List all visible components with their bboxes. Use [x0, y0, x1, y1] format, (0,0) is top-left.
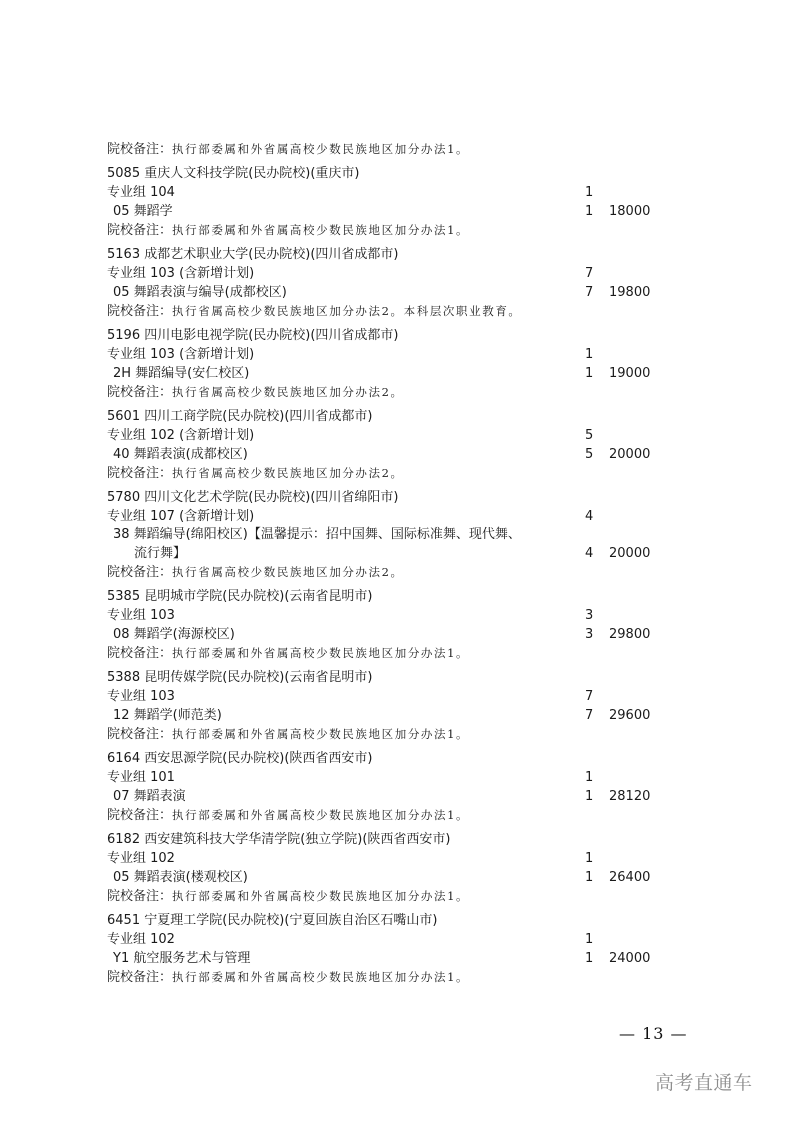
institution-block: [107, 245, 667, 321]
group-plan-count: 5: [585, 428, 594, 443]
page-number: — 13 —: [619, 1024, 688, 1043]
group-plan-count: 7: [585, 689, 594, 704]
institution-header: 6182 西安建筑科技大学华清学院(独立学院)(陕西省西安市): [107, 832, 451, 847]
institution-header: 6451 宁夏理工学院(民办院校)(宁夏回族自治区石嘴山市): [107, 913, 438, 928]
major-group-label: 专业组 102: [107, 851, 175, 866]
note-text: 执行部委属和外省属高校少数民族地区加分办法1。: [172, 727, 470, 741]
note-text: 执行部委属和外省属高校少数民族地区加分办法1。: [172, 646, 470, 660]
major-name: 05 舞蹈学: [113, 204, 173, 219]
institution-note: [107, 464, 667, 483]
institution-note: [107, 563, 667, 582]
major-row-continuation: [107, 544, 667, 563]
major-name: 08 舞蹈学(海源校区): [113, 627, 235, 642]
major-plan-count: 1: [585, 789, 594, 804]
institution-note: [107, 644, 667, 663]
group-plan-count: 1: [585, 851, 594, 866]
major-name: 12 舞蹈学(师范类): [113, 708, 222, 723]
note-label: 院校备注：: [107, 646, 173, 661]
major-name: 07 舞蹈表演: [113, 789, 186, 804]
institution-header: 5085 重庆人文科技学院(民办院校)(重庆市): [107, 166, 360, 181]
note-text: 执行省属高校少数民族地区加分办法2。: [172, 466, 404, 480]
note-label: 院校备注：: [107, 889, 173, 904]
major-name: 05 舞蹈表演(楼观校区): [113, 870, 248, 885]
major-group-label: 专业组 107 (含新增计划): [107, 509, 255, 524]
institution-note: [107, 887, 667, 906]
institution-note: [107, 302, 667, 321]
major-name: Y1 航空服务艺术与管理: [113, 951, 251, 966]
group-plan-count: 7: [585, 266, 594, 281]
major-plan-count: 3: [585, 627, 594, 642]
major-plan-count: 7: [585, 285, 594, 300]
note-label: 院校备注：: [107, 808, 173, 823]
major-tuition: 24000: [609, 951, 651, 966]
major-tuition: 20000: [609, 546, 651, 561]
major-group-row: [107, 930, 667, 949]
major-row: [107, 706, 667, 725]
major-group-row: [107, 687, 667, 706]
institution-block: [107, 587, 667, 663]
major-group-label: 专业组 103: [107, 689, 175, 704]
major-row: [107, 364, 667, 383]
major-tuition: 28120: [609, 789, 651, 804]
major-plan-count: 1: [585, 951, 594, 966]
institution-block: [107, 830, 667, 906]
note-text: 执行部委属和外省属高校少数民族地区加分办法1。: [172, 970, 470, 984]
note-text: 执行省属高校少数民族地区加分办法2。: [172, 565, 404, 579]
note-label: 院校备注：: [107, 970, 173, 985]
major-tuition: 26400: [609, 870, 651, 885]
institution-header: 5388 昆明传媒学院(民办院校)(云南省昆明市): [107, 670, 373, 685]
major-group-label: 专业组 103 (含新增计划): [107, 347, 255, 362]
note-text: 执行部委属和外省属高校少数民族地区加分办法1。: [172, 223, 470, 237]
major-group-label: 专业组 101: [107, 770, 175, 785]
institution-header: 5780 四川文化艺术学院(民办院校)(四川省绵阳市): [107, 490, 399, 505]
major-name: 05 舞蹈表演与编导(成都校区): [113, 285, 287, 300]
major-name: 2H 舞蹈编导(安仁校区): [113, 366, 250, 381]
note-label: 院校备注：: [107, 565, 173, 580]
major-name: 40 舞蹈表演(成都校区): [113, 447, 248, 462]
group-plan-count: 1: [585, 770, 594, 785]
note-label: 院校备注：: [107, 304, 173, 319]
major-row: [107, 526, 667, 544]
institution-note: [107, 725, 667, 744]
major-group-label: 专业组 102: [107, 932, 175, 947]
major-plan-count: 1: [585, 870, 594, 885]
note-label: 院校备注：: [107, 385, 173, 400]
major-plan-count: 4: [585, 546, 594, 561]
major-row: [107, 787, 667, 806]
major-group-row: [107, 183, 667, 202]
group-plan-count: 1: [585, 932, 594, 947]
major-row: [107, 949, 667, 968]
major-name-continuation: 流行舞】: [134, 546, 187, 561]
major-group-label: 专业组 102 (含新增计划): [107, 428, 255, 443]
institution-block: [107, 164, 667, 240]
major-group-label: 专业组 103 (含新增计划): [107, 266, 255, 281]
note-label: 院校备注：: [107, 142, 173, 157]
institution-note: [107, 968, 667, 987]
major-plan-count: 7: [585, 708, 594, 723]
institution-header: 5196 四川电影电视学院(民办院校)(四川省成都市): [107, 328, 399, 343]
major-row: [107, 202, 667, 221]
note-text: 执行省属高校少数民族地区加分办法2。本科层次职业教育。: [172, 304, 522, 318]
institution-note: [107, 221, 667, 240]
note-label: 院校备注：: [107, 466, 173, 481]
institution-header: 6164 西安思源学院(民办院校)(陕西省西安市): [107, 751, 373, 766]
major-plan-count: 1: [585, 204, 594, 219]
major-plan-count: 1: [585, 366, 594, 381]
major-row: [107, 283, 667, 302]
major-group-row: [107, 849, 667, 868]
group-plan-count: 4: [585, 509, 594, 524]
major-row: [107, 625, 667, 644]
note-label: 院校备注：: [107, 223, 173, 238]
institution-header: 5163 成都艺术职业大学(民办院校)(四川省成都市): [107, 247, 399, 262]
major-tuition: 19000: [609, 366, 651, 381]
institution-header: 5385 昆明城市学院(民办院校)(云南省昆明市): [107, 589, 373, 604]
institution-block: [107, 668, 667, 744]
major-group-row: [107, 606, 667, 625]
note-text: 执行省属高校少数民族地区加分办法2。: [172, 385, 404, 399]
major-tuition: 20000: [609, 447, 651, 462]
note-text: 执行部委属和外省属高校少数民族地区加分办法1。: [172, 889, 470, 903]
major-row: [107, 868, 667, 887]
major-group-row: [107, 768, 667, 787]
major-tuition: 29800: [609, 627, 651, 642]
major-name: 38 舞蹈编导(绵阳校区)【温馨提示：招中国舞、国际标准舞、现代舞、: [113, 527, 521, 542]
major-group-row: [107, 264, 667, 283]
major-tuition: 19800: [609, 285, 651, 300]
group-plan-count: 1: [585, 347, 594, 362]
note-text: 执行部委属和外省属高校少数民族地区加分办法1。: [172, 808, 470, 822]
major-group-label: 专业组 104: [107, 185, 175, 200]
major-group-row: [107, 345, 667, 364]
watermark: 高考直通车: [655, 1072, 753, 1094]
group-plan-count: 1: [585, 185, 594, 200]
note-label: 院校备注：: [107, 727, 173, 742]
institution-note: [107, 383, 667, 402]
institution-block: [107, 407, 667, 483]
institution-note: [107, 806, 667, 825]
major-tuition: 18000: [609, 204, 651, 219]
institution-block: [107, 749, 667, 825]
group-plan-count: 3: [585, 608, 594, 623]
document-body: [107, 140, 667, 987]
major-group-label: 专业组 103: [107, 608, 175, 623]
major-row: [107, 445, 667, 464]
institution-note: [107, 140, 667, 159]
major-plan-count: 5: [585, 447, 594, 462]
institution-block: [107, 488, 667, 582]
note-text: 执行部委属和外省属高校少数民族地区加分办法1。: [172, 142, 470, 156]
institution-block: [107, 911, 667, 987]
major-group-row: [107, 507, 667, 526]
major-group-row: [107, 426, 667, 445]
institution-header: 5601 四川工商学院(民办院校)(四川省成都市): [107, 409, 373, 424]
institution-block: [107, 326, 667, 402]
major-tuition: 29600: [609, 708, 651, 723]
